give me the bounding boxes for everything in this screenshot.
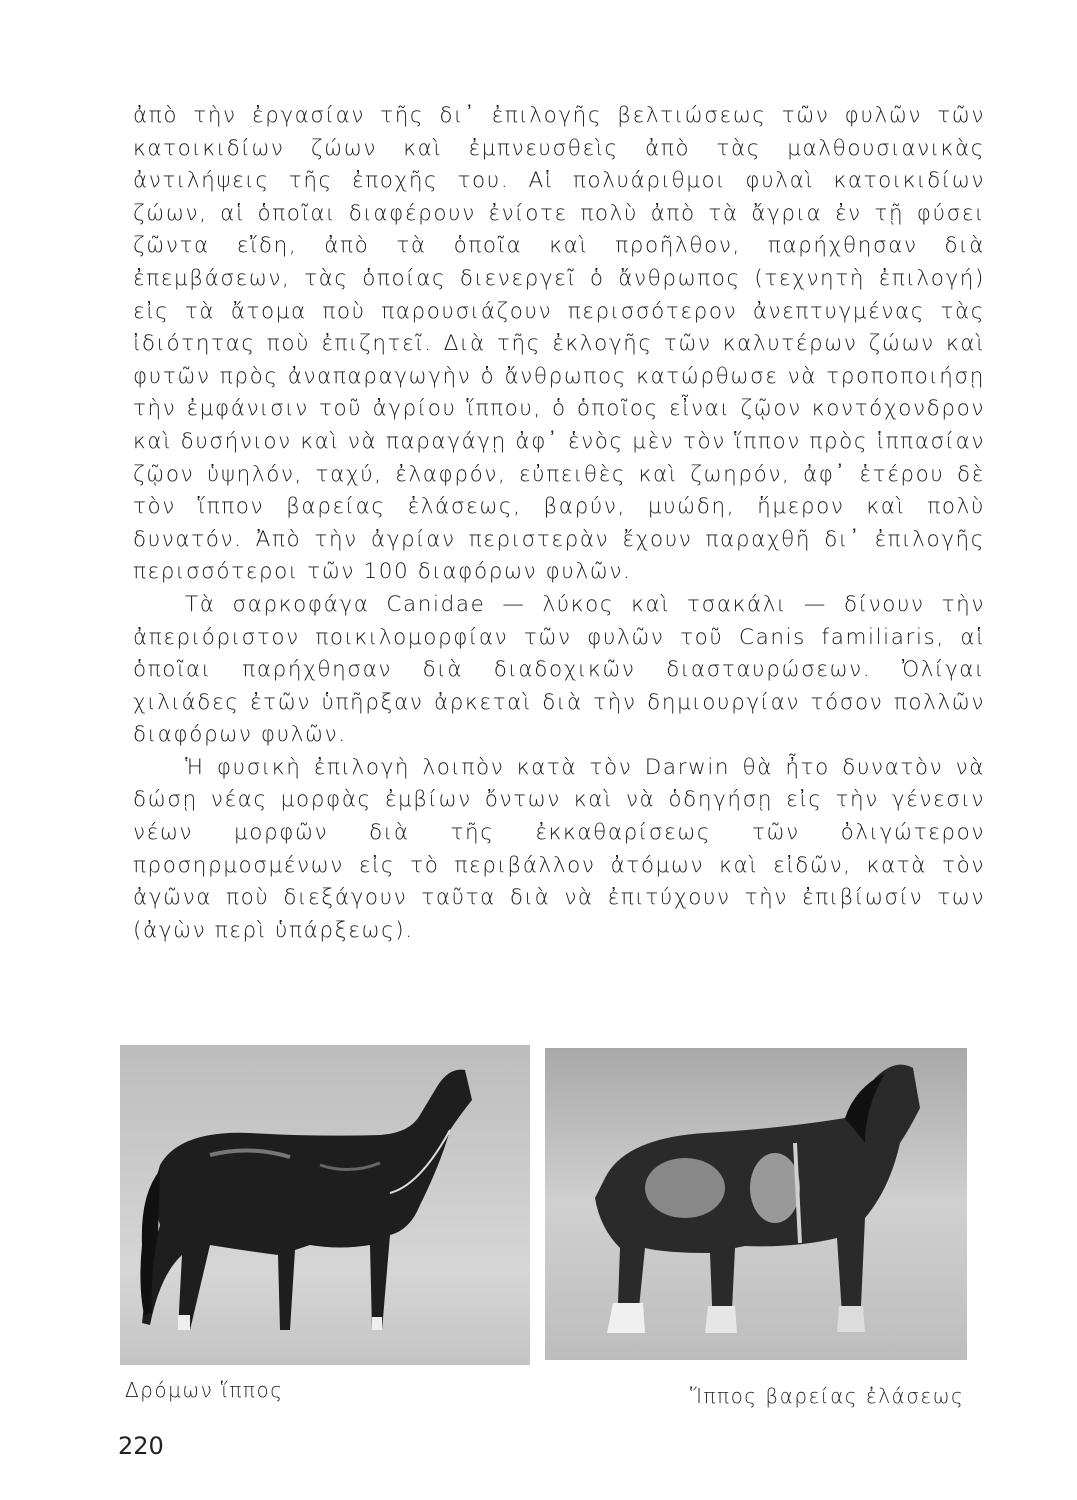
paragraph-3: Ἡ φυσικὴ ἐπιλογὴ λοιπὸν κατὰ τὸν Darwin θὰ ἦτο δυνατὸν νὰ δώσῃ νέας μορφὰς ἐμβίων ὄντων καὶ νὰ ὁδηγήσῃ εἰς τὴν γένεσιν νέων μορφῶν διὰ τῆς ἐκκαθαρίσεως τῶν ὀλιγώτερον προσηρμοσμένων εἰς τὸ περιβάλλον ἀτόμων καὶ εἰδῶν, κατὰ τὸν ἀγῶνα ποὺ διεξάγουν ταῦτα διὰ νὰ ἐπιτύχουν τὴν ἐπιβίωσίν των (ἀγὼν περὶ ὑπάρξεως). [133,754,985,943]
draft-horse-photo [545,1048,967,1360]
racehorse-photo [120,1045,530,1365]
body-text [133,100,985,947]
draft-horse-caption: Ἵππος βαρείας ἐλάσεως [690,1384,965,1408]
racehorse-caption: Δρόμων ἵππος [125,1378,284,1402]
page-number: 220 [118,1432,164,1460]
paragraph-1: ἀπὸ τὴν ἐργασίαν τῆς δι᾽ ἐπιλογῆς βελτιώσεως τῶν φυλῶν τῶν κατοικιδίων ζώων καὶ ἐμπνευσθεὶς ἀπὸ τὰς μαλθουσιανικὰς ἀντιλήψεις τῆς ἐποχῆς του. Αἱ πολυάριθμοι φυλαὶ κατοικιδίων ζώων, αἱ ὁποῖαι διαφέρουν ἐνίοτε πολὺ ἀπὸ τὰ ἄγρια ἐν τῇ φύσει ζῶντα εἴδη, ἀπὸ τὰ ὁποῖα καὶ προῆλθον, παρήχθησαν διὰ ἐπεμβάσεων, τὰς ὁποίας διενεργεῖ ὁ ἄνθρωπος (τεχνητὴ ἐπιλογή) εἰς τὰ ἄτομα ποὺ παρουσιάζουν περισσότερον ἀνεπτυγμένας τὰς ἰδιότητας ποὺ ἐπιζητεῖ. Διὰ τῆς ἐκλογῆς τῶν καλυτέρων ζώων καὶ φυτῶν πρὸς ἀναπαραγωγὴν ὁ ἄνθρωπος κατώρθωσε νὰ τροποποιήσῃ τὴν ἐμφάνισιν τοῦ ἀγρίου ἵππου, ὁ ὁποῖος εἶναι ζῷον κοντόχονδρον καὶ δυσήνιον καὶ νὰ παραγάγῃ ἀφ᾽ ἑνὸς μὲν τὸν ἵππον πρὸς ἱππασίαν ζῷον ὑψηλόν, ταχύ, ἐλαφρόν, εὐπειθὲς καὶ ζωηρόν, ἀφ᾽ ἑτέρου δὲ τὸν ἵππον βαρείας ἐλάσεως, βαρύν, μυώδη, ἥμερον καὶ πολὺ δυνατόν. Ἀπὸ τὴν ἀγρίαν περιστερὰν ἔχουν παραχθῆ δι᾽ ἐπιλογῆς περισσότεροι τῶν 100 διαφόρων φυλῶν. [133,103,985,585]
paragraph-2: Τὰ σαρκοφάγα Canidae — λύκος καὶ τσακάλι — δίνουν τὴν ἀπεριόριστον ποικιλομορφίαν τῶν φυλῶν τοῦ Canis familiaris, αἱ ὁποῖαι παρήχθησαν διὰ διαδοχικῶν διασταυρώσεων. Ὀλίγαι χιλιάδες ἐτῶν ὑπῆρξαν ἀρκεταὶ διὰ τὴν δημιουργίαν τόσον πολλῶν διαφόρων φυλῶν. [133,591,985,748]
